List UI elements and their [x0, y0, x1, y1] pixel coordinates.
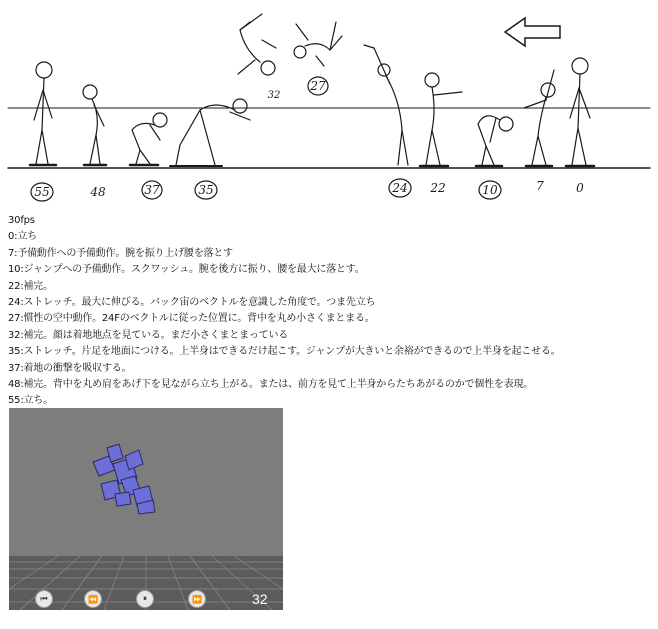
- frame-label-27: 27: [310, 79, 326, 93]
- pose-22: [420, 73, 462, 166]
- note-line: 7:予備動作への予備動作。腕を振り上げ腰を落とす: [8, 247, 233, 259]
- viewport-3d: [9, 408, 283, 610]
- frame-label-35: 35: [198, 183, 214, 197]
- pause-button[interactable]: ⏸: [136, 590, 154, 608]
- step-back-button[interactable]: ⏪: [84, 590, 102, 608]
- frame-label-37: 37: [144, 183, 160, 197]
- pose-37: [130, 113, 167, 165]
- timing-notes: [8, 213, 653, 410]
- animation-player: [9, 408, 283, 610]
- note-line: 24:ストレッチ。最大に伸びる。バック宙のベクトルを意識した角度で。つま先立ち: [8, 297, 376, 309]
- note-line: 35:ストレッチ。片足を地面につける。上半身はできるだけ起こす。ジャンプが大きいと余裕ができるので上半身を起こせる。: [8, 346, 561, 358]
- frame-label-22: 22: [430, 181, 446, 195]
- keyframe-sketch: [0, 0, 658, 210]
- frame-label-55: 55: [34, 185, 50, 199]
- rewind-button[interactable]: ⏮: [35, 590, 53, 608]
- step-forward-button[interactable]: ⏩: [188, 590, 206, 608]
- pose-48: [83, 85, 106, 165]
- note-line: 22:補完。: [8, 280, 53, 292]
- note-line: 32:補完。顔は着地地点を見ている。まだ小さくまとまっている: [8, 329, 289, 341]
- frame-label-10: 10: [482, 183, 498, 197]
- note-line: 55:立ち。: [8, 395, 53, 407]
- pose-7: [524, 70, 555, 166]
- frame-label-7: 7: [536, 179, 544, 193]
- pose-0: [566, 58, 594, 166]
- note-line: 0:立ち: [8, 231, 37, 243]
- note-line: 48:補完。背中を丸め肩をあげ下を見ながら立ち上がる。または、前方を見て上半身からたちあがるのかで個性を表現。: [8, 379, 534, 391]
- frame-counter: 32: [252, 591, 268, 607]
- pose-24: [364, 45, 408, 165]
- frame-label-32: 32: [267, 90, 281, 101]
- pose-10: [476, 116, 513, 166]
- note-line: 37:着地の衝撃を吸収する。: [8, 362, 132, 374]
- pose-27: [294, 22, 342, 66]
- note-line: 27:慣性の空中動作。24Fのベクトルに従った位置に。背中を丸め小さくまとまる。: [8, 313, 375, 325]
- frame-label-0: 0: [576, 181, 584, 195]
- pose-32: [238, 14, 276, 75]
- pose-35: [170, 99, 250, 166]
- frame-label-24: 24: [392, 181, 408, 195]
- direction-arrow: [505, 18, 560, 46]
- fps-label: 30fps: [8, 215, 35, 226]
- pose-55: [30, 62, 56, 165]
- note-line: 10:ジャンプへの予備動作。スクワッシュ。腕を後方に振り、腰を最大に落とす。: [8, 264, 365, 276]
- frame-label-48: 48: [90, 185, 106, 199]
